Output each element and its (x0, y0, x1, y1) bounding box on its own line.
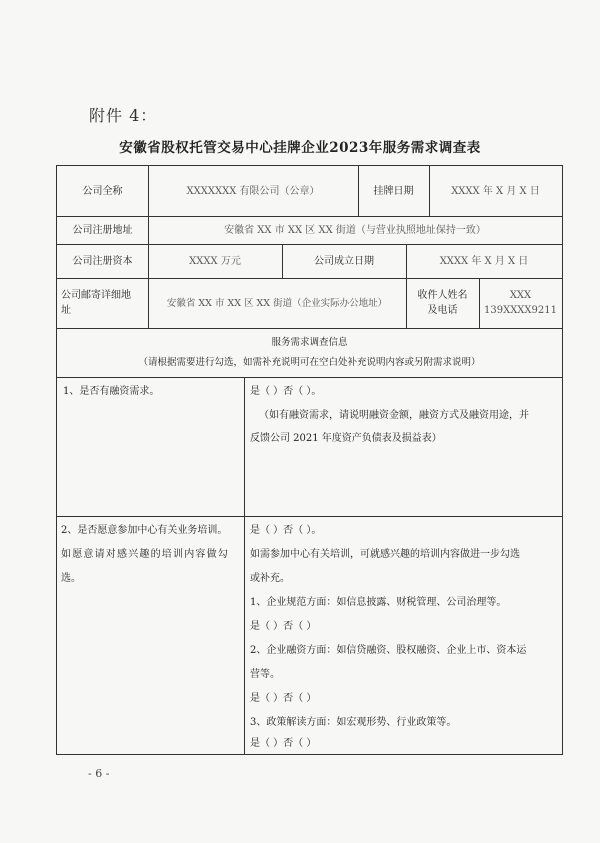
mail-address-value: 安徽省 XX 市 XX 区 XX 街道（企业实际办公地址） (166, 297, 388, 309)
survey-header: 服务需求调查信息 (271, 337, 348, 348)
q2-item1-answer: 是（ ）否（ ） (250, 621, 317, 632)
row-divider (57, 377, 562, 378)
q2-question-line2: 如愿意请对感兴趣的培训内容做勾 (61, 549, 229, 560)
q1-detail-line2: 反馈公司 2021 年度资产负债表及损益表） (250, 433, 442, 444)
recipient-phone: 139XXXX9211 (483, 305, 557, 316)
mail-address-label-line2: 址 (61, 305, 71, 316)
q1-question: 1、是否有融资需求。 (63, 386, 160, 397)
recipient-label-line1: 收件人姓名 (417, 290, 468, 301)
recipient-contact (479, 278, 562, 328)
q2-intro-line2: 或补充。 (250, 573, 290, 584)
recipient-label (406, 278, 479, 328)
listing-date-label: 挂牌日期 (373, 185, 414, 197)
row-divider (57, 516, 562, 517)
q1-answer: 是（ ）否（ ）。 (250, 386, 322, 397)
q2-item1: 1、企业规范方面：如信息披露、财税管理、公司治理等。 (250, 597, 507, 608)
listing-date-value: XXXX 年 X 月 X 日 (451, 185, 540, 197)
company-name-value: XXXXXXX 有限公司（公章） (186, 185, 320, 197)
row-divider (57, 328, 562, 329)
q2-intro-line1: 如需参加中心有关培训，可就感兴趣的培训内容做进一步勾选 (250, 549, 520, 560)
mail-address-label (57, 278, 148, 328)
reg-capital-value: XXXX 万元 (189, 255, 241, 267)
q1-detail-line1: （如有融资需求，请说明融资金额，融资方式及融资用途，并 (259, 410, 529, 421)
q2-item3-answer: 是（ ）否（ ） (250, 738, 317, 749)
company-name-label: 公司全称 (82, 185, 123, 197)
page-number: - 6 - (88, 767, 110, 780)
q2-item2-answer: 是（ ）否（ ） (250, 693, 317, 704)
q2-item2-line2: 营等。 (250, 669, 280, 680)
founded-date-value: XXXX 年 X 月 X 日 (439, 255, 529, 267)
founded-date-label: 公司成立日期 (314, 255, 374, 267)
reg-address-label: 公司注册地址 (72, 224, 133, 236)
survey-table (56, 165, 563, 755)
q2-item2-line1: 2、企业融资方面：如信贷融资、股权融资、企业上市、资本运 (250, 645, 527, 656)
recipient-name: XXX (509, 290, 532, 301)
survey-note: （请根据需要进行勾选，如需补充说明可在空白处补充说明内容或另附需求说明） (138, 357, 481, 368)
reg-capital-label: 公司注册资本 (72, 255, 133, 267)
attachment-label: 附件 4： (89, 106, 158, 125)
col-divider (244, 377, 245, 754)
recipient-label-line2: 及电话 (427, 305, 458, 316)
page-title: 安徽省股权托管交易中心挂牌企业2023年服务需求调查表 (119, 140, 481, 156)
q2-question-line1: 2、是否愿意参加中心有关业务培训。 (61, 525, 228, 536)
q2-item3: 3、政策解读方面：如宏观形势、行业政策等。 (250, 717, 457, 728)
q2-answer: 是（ ）否（ ）。 (250, 525, 322, 536)
q2-question-line3: 选。 (61, 573, 81, 584)
reg-address-value: 安徽省 XX 市 XX 区 XX 街道（与营业执照地址保持一致） (224, 224, 486, 236)
mail-address-label-line1: 公司邮寄详细地 (61, 290, 131, 301)
